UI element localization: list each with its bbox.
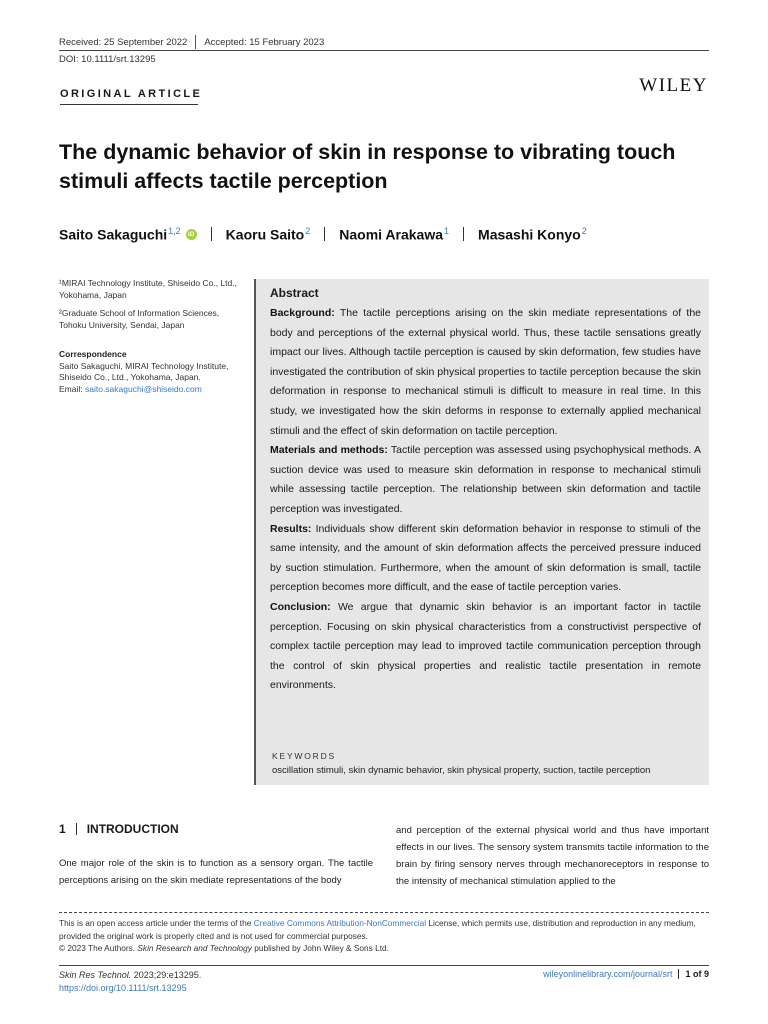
correspondence-text: Saito Sakaguchi, MIRAI Technology Institute, Shiseido Co., Ltd., Yokohama, Japan. bbox=[59, 360, 229, 382]
body-text-right: and perception of the external physical world and thus have important effects in our lives. The sensory system transmits tactile information to the brain by firing sensory nerves through mechanoreceptors in response to the intensity of mechanical stimulation applied to the bbox=[396, 825, 709, 887]
accepted-date: Accepted: 15 February 2023 bbox=[204, 36, 325, 48]
divider bbox=[324, 227, 325, 241]
affiliation-ref[interactable]: 1,2 bbox=[168, 226, 181, 236]
section-number: 1 bbox=[59, 822, 66, 836]
publisher-logo: WILEY bbox=[639, 75, 708, 96]
footer-rule bbox=[59, 965, 709, 966]
correspondence-email-line: Email: saito.sakaguchi@shiseido.com bbox=[59, 383, 202, 394]
affiliation-2: ²Graduate School of Information Sciences, Tohoku University, Sendai, Japan bbox=[59, 308, 220, 330]
citation: Skin Res Technol. 2023;29:e13295. bbox=[59, 970, 202, 980]
article-type: ORIGINAL ARTICLE bbox=[60, 88, 203, 100]
doi-link[interactable]: https://doi.org/10.1111/srt.13295 bbox=[59, 983, 187, 993]
orcid-icon[interactable]: iD bbox=[186, 229, 197, 240]
email-link[interactable]: saito.sakaguchi@shiseido.com bbox=[84, 383, 202, 394]
divider bbox=[76, 823, 77, 835]
received-date: Received: 25 September 2022 bbox=[59, 36, 188, 48]
affiliation-ref[interactable]: 1 bbox=[444, 226, 450, 236]
footer-citation bbox=[59, 969, 201, 995]
author-name[interactable]: Kaoru Saito$^2$ bbox=[225, 226, 311, 243]
journal-url-link[interactable]: wileyonlinelibrary.com/journal/srt bbox=[543, 969, 673, 979]
header-rule bbox=[59, 50, 709, 51]
abstract-background: Background: The tactile perceptions arising on the skin mediate representations of the body and perceptions of the external physical world. Thus, these tactile sensations greatly impact our lives. Although tactile perception is caused by skin deformation, few studies have investigated the contribution of skin physical properties to tactile perception because the skin deformation in response to mechanical stimuli is difficult to measure in real time. In this study, we investigated how the skin deforms in response to externally applied mechanical stimuli and the effect of skin deformation on tactile perception. bbox=[270, 307, 701, 437]
license-notice bbox=[59, 917, 709, 955]
abstract-text bbox=[270, 304, 701, 696]
author-name[interactable]: Naomi Arakawa$^1$ bbox=[339, 226, 450, 243]
divider bbox=[463, 227, 464, 241]
license-text: This is an open access article under the terms of the Creative Commons Attribution-NonCommercial License, which permits use, distribution and reproduction in any medium, provided the original work is properly cited and is not used for commercial purposes. bbox=[59, 918, 696, 941]
abstract-methods: Materials and methods: Tactile perception was assessed using psychophysical methods. A suction device was used to measure skin deformation in response to mechanical stimuli while assessing tactile perception. The relationship between skin deformation and tactile perception was investigated. bbox=[270, 444, 701, 515]
keywords-label: KEYWORDS bbox=[272, 751, 336, 761]
affiliation-ref[interactable]: 2 bbox=[581, 226, 587, 236]
divider bbox=[678, 969, 679, 979]
abstract-heading: Abstract bbox=[270, 286, 319, 300]
section-title: INTRODUCTION bbox=[86, 822, 179, 836]
correspondence bbox=[59, 349, 244, 395]
copyright-line: © 2023 The Authors. Skin Research and Technology published by John Wiley & Sons Ltd. bbox=[59, 943, 389, 953]
license-divider bbox=[59, 912, 709, 913]
correspondence-label: Correspondence bbox=[59, 349, 127, 359]
article-type-rule bbox=[60, 104, 198, 105]
license-link[interactable]: Creative Commons Attribution-NonCommercial bbox=[253, 918, 427, 928]
doi: DOI: 10.1111/srt.13295 bbox=[59, 54, 156, 65]
abstract-results: Results: Individuals show different skin deformation behavior in response to stimuli of the same intensity, and the amount of skin deformation affects the perceived pressure induced by suction stimulation. Furthermore, when the amount of skin deformation is small, tactile perception becomes more difficult, and the ease of tactile perception varies. bbox=[270, 522, 701, 594]
footer-right bbox=[543, 969, 709, 979]
abstract-conclusion: Conclusion: We argue that dynamic skin behavior is an important factor in tactile perception. Focusing on skin physical characteristics from a constructivist perspective of complex tactile perception may lead to improved tactile communication perception through the control of skin physical properties and realistic tactile presentation in remote environments. bbox=[270, 600, 701, 692]
page-number: 1 of 9 bbox=[685, 969, 709, 979]
affiliation-ref[interactable]: 2 bbox=[305, 226, 311, 236]
keywords: oscillation stimuli, skin dynamic behavior, skin physical property, suction, tactile perception bbox=[272, 765, 651, 776]
article-title: The dynamic behavior of skin in response to vibrating touch stimuli affects tactile perception bbox=[59, 140, 676, 193]
article-dates bbox=[59, 35, 324, 49]
divider bbox=[211, 227, 212, 241]
divider bbox=[195, 35, 196, 49]
body-text-left: One major role of the skin is to function as a sensory organ. The tactile perceptions arising on the skin mediate representations of the body bbox=[59, 858, 373, 886]
section-heading bbox=[59, 822, 179, 836]
author-list bbox=[59, 226, 587, 243]
author-name[interactable]: Saito Sakaguchi$^{1,2}$ bbox=[59, 226, 181, 243]
author-name[interactable]: Masashi Konyo$^2$ bbox=[478, 226, 587, 243]
affiliation-1: ¹MIRAI Technology Institute, Shiseido Co., Ltd., Yokohama, Japan bbox=[59, 278, 237, 300]
